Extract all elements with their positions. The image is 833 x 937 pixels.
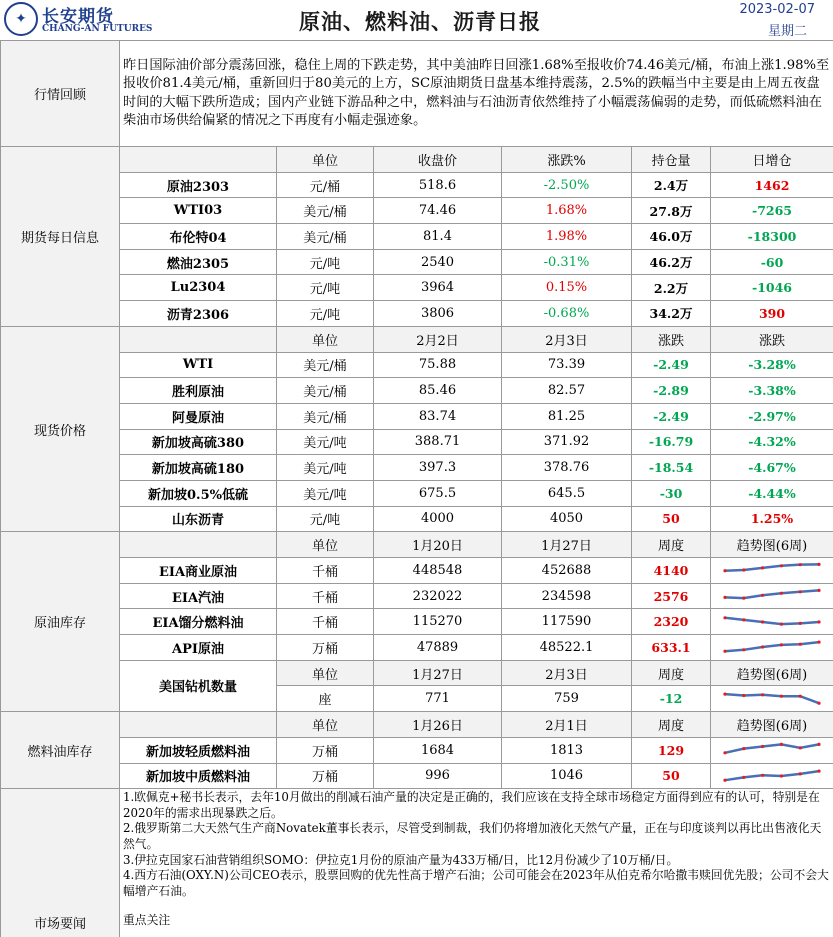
column-header: 单位	[277, 147, 374, 173]
price-change: -16.79	[632, 429, 711, 455]
price-day1: 675.5	[374, 480, 502, 506]
price-day2: 378.76	[502, 455, 632, 481]
table-row	[1, 480, 833, 506]
open-interest-change: 390	[711, 301, 833, 327]
sparkline-point	[742, 569, 745, 572]
section-label-review: 行情回顾	[1, 41, 120, 147]
table-row	[1, 737, 833, 763]
price-day2: 73.39	[502, 352, 632, 378]
table-row	[1, 506, 833, 532]
section-label-fuel-stock: 燃料油库存	[1, 712, 120, 789]
column-header: 1月26日	[374, 712, 502, 738]
inventory-week1: 232022	[374, 583, 502, 609]
rig-weekly-change: -12	[632, 686, 711, 712]
column-header: 持仓量	[632, 147, 711, 173]
unit-cell: 美元/吨	[277, 480, 374, 506]
sparkline-line	[725, 590, 819, 598]
change-percent: 0.15%	[502, 275, 632, 301]
logo-emblem-icon: ✦	[4, 2, 38, 36]
unit-cell: 美元/桶	[277, 224, 374, 250]
rig-week1: 771	[374, 686, 502, 712]
spot-name: 新加坡0.5%低硫	[120, 480, 277, 506]
sparkline-point	[761, 693, 764, 696]
spot-name: 新加坡高硫180	[120, 455, 277, 481]
inventory-week2: 1813	[502, 737, 632, 763]
open-interest: 34.2万	[632, 301, 711, 327]
report-header	[0, 0, 833, 41]
market-review-text: 昨日国际油价部分震荡回涨，稳住上周的下跌走势，其中美油昨日回涨1.68%至报收价74.46美元/桶，布油上涨1.98%至报收价81.4美元/桶，重新回归于80美元的上方，SC原油期货日盘基本维持震荡，2.5%的跌幅当中主要是由上周五夜盘时间的大幅下跌所造成；国内产业链下游品种之中，燃料油与石油沥青依然维持了小幅震荡偏弱的走势，而低硫燃料油在柴油市场供给偏紧的情况之下再度有小幅走强迹象。	[120, 41, 833, 147]
table-row	[1, 558, 833, 584]
inventory-week1: 996	[374, 763, 502, 789]
table-row	[1, 455, 833, 481]
news-item: 2.俄罗斯第二大天然气生产商Novatek董事长表示，尽管受到制裁，我们仍将增加液化天然气产量，正在与印度谈判以再比出售液化天然气。	[123, 821, 822, 851]
trend-sparkline-rigs	[722, 689, 822, 709]
open-interest-change: -18300	[711, 224, 833, 250]
spot-name: WTI	[120, 352, 277, 378]
spot-name: 山东沥青	[120, 506, 277, 532]
close-price: 74.46	[374, 198, 502, 224]
unit-cell: 元/吨	[277, 506, 374, 532]
sparkline-point	[780, 592, 783, 595]
price-change-percent: -3.28%	[711, 352, 833, 378]
weekly-change: 50	[632, 763, 711, 789]
trend-chart-cell	[711, 558, 833, 584]
open-interest: 46.0万	[632, 224, 711, 250]
sparkline-point	[723, 596, 726, 599]
sparkline-point	[723, 650, 726, 653]
unit-cell: 万桶	[277, 763, 374, 789]
price-day1: 85.46	[374, 378, 502, 404]
company-logo	[4, 2, 164, 38]
unit-cell: 美元/桶	[277, 198, 374, 224]
table-row	[1, 352, 833, 378]
table-row	[1, 660, 833, 686]
spot-name: 胜利原油	[120, 378, 277, 404]
report-weekday: 星期二	[767, 24, 807, 39]
column-header: 单位	[277, 326, 374, 352]
unit-cell: 元/桶	[277, 172, 374, 198]
header-empty	[120, 712, 277, 738]
sparkline-point	[799, 643, 802, 646]
inventory-name: 新加坡中质燃料油	[120, 763, 277, 789]
sparkline-line	[725, 565, 819, 571]
report-date: 2023-02-07	[739, 2, 815, 17]
table-row	[1, 789, 833, 937]
open-interest-change: -7265	[711, 198, 833, 224]
report-table	[0, 40, 833, 937]
table-row	[1, 249, 833, 275]
focus-label: 重点关注	[123, 913, 171, 928]
column-header: 趋势图(6周)	[711, 712, 833, 738]
sparkline-point	[723, 751, 726, 754]
sparkline-point	[761, 620, 764, 623]
rig-count-name: 美国钻机数量	[120, 660, 277, 711]
logo-chinese-name: 长安期货	[42, 7, 114, 27]
column-header: 单位	[277, 532, 374, 558]
sparkline-point	[742, 618, 745, 621]
news-item: 3.伊拉克国家石油营销组织SOMO：伊拉克1月份的原油产量为433万桶/日，比12月份减少了10万桶/日。	[123, 852, 679, 867]
inventory-week1: 47889	[374, 635, 502, 661]
column-header: 收盘价	[374, 147, 502, 173]
table-row	[1, 763, 833, 789]
unit-cell: 美元/吨	[277, 429, 374, 455]
column-header: 涨跌%	[502, 147, 632, 173]
sparkline-point	[817, 641, 820, 644]
close-price: 518.6	[374, 172, 502, 198]
instrument-name: 沥青2306	[120, 301, 277, 327]
table-row	[1, 198, 833, 224]
inventory-week1: 115270	[374, 609, 502, 635]
sparkline-point	[817, 701, 820, 704]
sparkline-point	[761, 594, 764, 597]
logo-english-name: CHANG-AN FUTURES	[42, 24, 153, 34]
sparkline-point	[817, 620, 820, 623]
close-price: 3964	[374, 275, 502, 301]
trend-chart-cell	[711, 635, 833, 661]
open-interest: 2.4万	[632, 172, 711, 198]
column-header: 周度	[632, 660, 711, 686]
change-percent: 1.68%	[502, 198, 632, 224]
section-label-spot: 现货价格	[1, 326, 120, 532]
open-interest: 46.2万	[632, 249, 711, 275]
price-change-percent: -4.32%	[711, 429, 833, 455]
sparkline-line	[725, 745, 819, 753]
inventory-week2: 234598	[502, 583, 632, 609]
unit-cell: 元/吨	[277, 301, 374, 327]
unit-cell: 万桶	[277, 635, 374, 661]
column-header: 趋势图(6周)	[711, 660, 833, 686]
instrument-name: Lu2304	[120, 275, 277, 301]
change-percent: -0.31%	[502, 249, 632, 275]
column-header: 周度	[632, 532, 711, 558]
inventory-week2: 1046	[502, 763, 632, 789]
inventory-week2: 48522.1	[502, 635, 632, 661]
table-row	[1, 609, 833, 635]
inventory-name: EIA馏分燃料油	[120, 609, 277, 635]
column-header: 趋势图(6周)	[711, 532, 833, 558]
price-day1: 75.88	[374, 352, 502, 378]
weekly-change: 2576	[632, 583, 711, 609]
column-header: 单位	[277, 712, 374, 738]
sparkline-point	[761, 646, 764, 649]
sparkline-line	[725, 643, 819, 652]
column-header: 2月3日	[502, 660, 632, 686]
sparkline-point	[761, 745, 764, 748]
trend-chart-cell	[711, 686, 833, 712]
change-percent: -0.68%	[502, 301, 632, 327]
news-item: 4.西方石油(OXY.N)公司CEO表示，股票回购的优先性高于增产石油；公司可能会在2023年从伯克希尔哈撒韦赎回优先股；公司不会大幅增产石油。	[123, 868, 829, 898]
trend-chart-cell	[711, 763, 833, 789]
close-price: 3806	[374, 301, 502, 327]
instrument-name: 原油2303	[120, 172, 277, 198]
sparkline-point	[817, 589, 820, 592]
unit-cell: 美元/桶	[277, 378, 374, 404]
sparkline-point	[742, 776, 745, 779]
news-item: 1.欧佩克+秘书长表示，去年10月做出的削减石油产量的决定是正确的，我们应该在支持全球市场稳定方面得到应有的认可，特别是在2020年的需求出现暴跌之后。	[123, 790, 820, 820]
weekly-change: 633.1	[632, 635, 711, 661]
open-interest: 27.8万	[632, 198, 711, 224]
spot-name: 新加坡高硫380	[120, 429, 277, 455]
sparkline-point	[817, 743, 820, 746]
sparkline-point	[780, 694, 783, 697]
sparkline-point	[723, 692, 726, 695]
table-row	[1, 712, 833, 738]
weekly-change: 4140	[632, 558, 711, 584]
column-header: 1月20日	[374, 532, 502, 558]
change-percent: 1.98%	[502, 224, 632, 250]
sparkline-point	[799, 772, 802, 775]
inventory-name: EIA汽油	[120, 583, 277, 609]
unit-cell: 元/吨	[277, 249, 374, 275]
price-change: 50	[632, 506, 711, 532]
sparkline-point	[723, 569, 726, 572]
open-interest-change: -1046	[711, 275, 833, 301]
open-interest-change: 1462	[711, 172, 833, 198]
trend-sparkline-eia_gasoline	[722, 586, 822, 606]
sparkline-point	[742, 694, 745, 697]
price-day1: 83.74	[374, 403, 502, 429]
sparkline-point	[799, 622, 802, 625]
price-change: -2.49	[632, 352, 711, 378]
inventory-name: 新加坡轻质燃料油	[120, 737, 277, 763]
header-empty	[120, 147, 277, 173]
table-row	[1, 378, 833, 404]
change-percent: -2.50%	[502, 172, 632, 198]
price-day2: 645.5	[502, 480, 632, 506]
price-change-percent: -4.67%	[711, 455, 833, 481]
weekly-change: 2320	[632, 609, 711, 635]
sparkline-point	[780, 743, 783, 746]
report-title: 原油、燃料油、沥青日报	[299, 10, 541, 34]
trend-sparkline-eia_crude	[722, 560, 822, 580]
table-row	[1, 532, 833, 558]
close-price: 81.4	[374, 224, 502, 250]
sparkline-point	[780, 774, 783, 777]
spot-name: 阿曼原油	[120, 403, 277, 429]
sparkline-point	[742, 747, 745, 750]
inventory-name: API原油	[120, 635, 277, 661]
price-day1: 388.71	[374, 429, 502, 455]
table-row	[1, 147, 833, 173]
trend-sparkline-sg_middle	[722, 766, 822, 786]
column-header: 单位	[277, 660, 374, 686]
open-interest: 2.2万	[632, 275, 711, 301]
price-change-percent: -3.38%	[711, 378, 833, 404]
unit-cell: 万桶	[277, 737, 374, 763]
table-row	[1, 301, 833, 327]
column-header: 涨跌	[632, 326, 711, 352]
column-header: 周度	[632, 712, 711, 738]
sparkline-line	[725, 694, 819, 703]
unit-cell: 千桶	[277, 583, 374, 609]
sparkline-point	[723, 778, 726, 781]
open-interest-change: -60	[711, 249, 833, 275]
price-change: -18.54	[632, 455, 711, 481]
instrument-name: 燃油2305	[120, 249, 277, 275]
instrument-name: WTI03	[120, 198, 277, 224]
column-header: 2月1日	[502, 712, 632, 738]
table-row	[1, 275, 833, 301]
price-change: -30	[632, 480, 711, 506]
trend-chart-cell	[711, 737, 833, 763]
sparkline-point	[817, 769, 820, 772]
sparkline-point	[723, 616, 726, 619]
unit-cell: 千桶	[277, 609, 374, 635]
sparkline-point	[799, 746, 802, 749]
trend-sparkline-api_crude	[722, 637, 822, 657]
instrument-name: 布伦特04	[120, 224, 277, 250]
table-row	[1, 429, 833, 455]
table-row	[1, 583, 833, 609]
column-header: 2月2日	[374, 326, 502, 352]
header-empty	[120, 326, 277, 352]
column-header: 2月3日	[502, 326, 632, 352]
weekly-change: 129	[632, 737, 711, 763]
sparkline-point	[799, 694, 802, 697]
unit-cell: 座	[277, 686, 374, 712]
unit-cell: 美元/桶	[277, 403, 374, 429]
sparkline-point	[817, 563, 820, 566]
price-change: -2.89	[632, 378, 711, 404]
section-label-futures: 期货每日信息	[1, 147, 120, 327]
sparkline-point	[761, 567, 764, 570]
table-row	[1, 635, 833, 661]
unit-cell: 元/吨	[277, 275, 374, 301]
table-row	[1, 326, 833, 352]
column-header: 1月27日	[374, 660, 502, 686]
inventory-week2: 452688	[502, 558, 632, 584]
price-day2: 82.57	[502, 378, 632, 404]
header-empty	[120, 532, 277, 558]
sparkline-point	[761, 774, 764, 777]
column-header: 涨跌	[711, 326, 833, 352]
market-news-content	[120, 789, 833, 937]
price-day2: 371.92	[502, 429, 632, 455]
table-row	[1, 224, 833, 250]
trend-chart-cell	[711, 583, 833, 609]
rig-week2: 759	[502, 686, 632, 712]
price-change-percent: 1.25%	[711, 506, 833, 532]
sparkline-point	[799, 563, 802, 566]
inventory-week2: 117590	[502, 609, 632, 635]
sparkline-line	[725, 771, 819, 780]
column-header: 日增仓	[711, 147, 833, 173]
inventory-week1: 1684	[374, 737, 502, 763]
sparkline-line	[725, 618, 819, 624]
unit-cell: 美元/桶	[277, 352, 374, 378]
sparkline-point	[742, 649, 745, 652]
close-price: 2540	[374, 249, 502, 275]
price-day2: 81.25	[502, 403, 632, 429]
price-day1: 4000	[374, 506, 502, 532]
table-row	[1, 41, 833, 147]
price-day1: 397.3	[374, 455, 502, 481]
trend-sparkline-eia_distillate	[722, 612, 822, 632]
price-change-percent: -2.97%	[711, 403, 833, 429]
section-label-crude-stock: 原油库存	[1, 532, 120, 712]
unit-cell: 千桶	[277, 558, 374, 584]
sparkline-point	[799, 590, 802, 593]
trend-chart-cell	[711, 609, 833, 635]
trend-sparkline-sg_light	[722, 740, 822, 760]
unit-cell: 美元/吨	[277, 455, 374, 481]
column-header: 1月27日	[502, 532, 632, 558]
sparkline-point	[780, 565, 783, 568]
price-change: -2.49	[632, 403, 711, 429]
table-row	[1, 403, 833, 429]
sparkline-point	[780, 622, 783, 625]
sparkline-point	[742, 597, 745, 600]
table-row	[1, 172, 833, 198]
section-label-news: 市场要闻	[1, 789, 120, 937]
price-day2: 4050	[502, 506, 632, 532]
inventory-week1: 448548	[374, 558, 502, 584]
inventory-name: EIA商业原油	[120, 558, 277, 584]
price-change-percent: -4.44%	[711, 480, 833, 506]
sparkline-point	[780, 644, 783, 647]
